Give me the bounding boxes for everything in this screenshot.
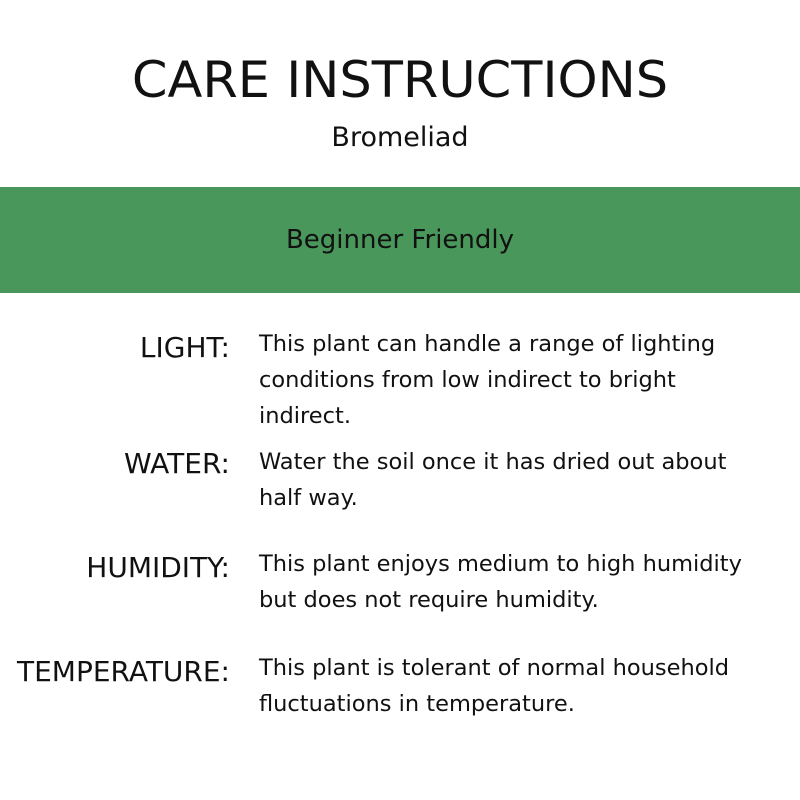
light-text: This plant can handle a range of lighting conditions from low indirect to bright indirect. xyxy=(259,331,716,429)
light-label: LIGHT: xyxy=(139,331,230,364)
temperature-label: TEMPERATURE: xyxy=(16,655,230,688)
difficulty-label: Beginner Friendly xyxy=(285,225,515,255)
water-text: Water the soil once it has dried out about half way. xyxy=(259,449,727,511)
humidity-text: This plant enjoys medium to high humidity but does not require humidity. xyxy=(259,551,742,613)
humidity-label: HUMIDITY: xyxy=(86,551,230,584)
page-title: CARE INSTRUCTIONS xyxy=(131,51,669,109)
difficulty-banner xyxy=(0,187,800,293)
water-label: WATER: xyxy=(124,447,230,480)
temperature-text: This plant is tolerant of normal household fluctuations in temperature. xyxy=(259,655,730,717)
plant-name: Bromeliad xyxy=(331,122,469,153)
